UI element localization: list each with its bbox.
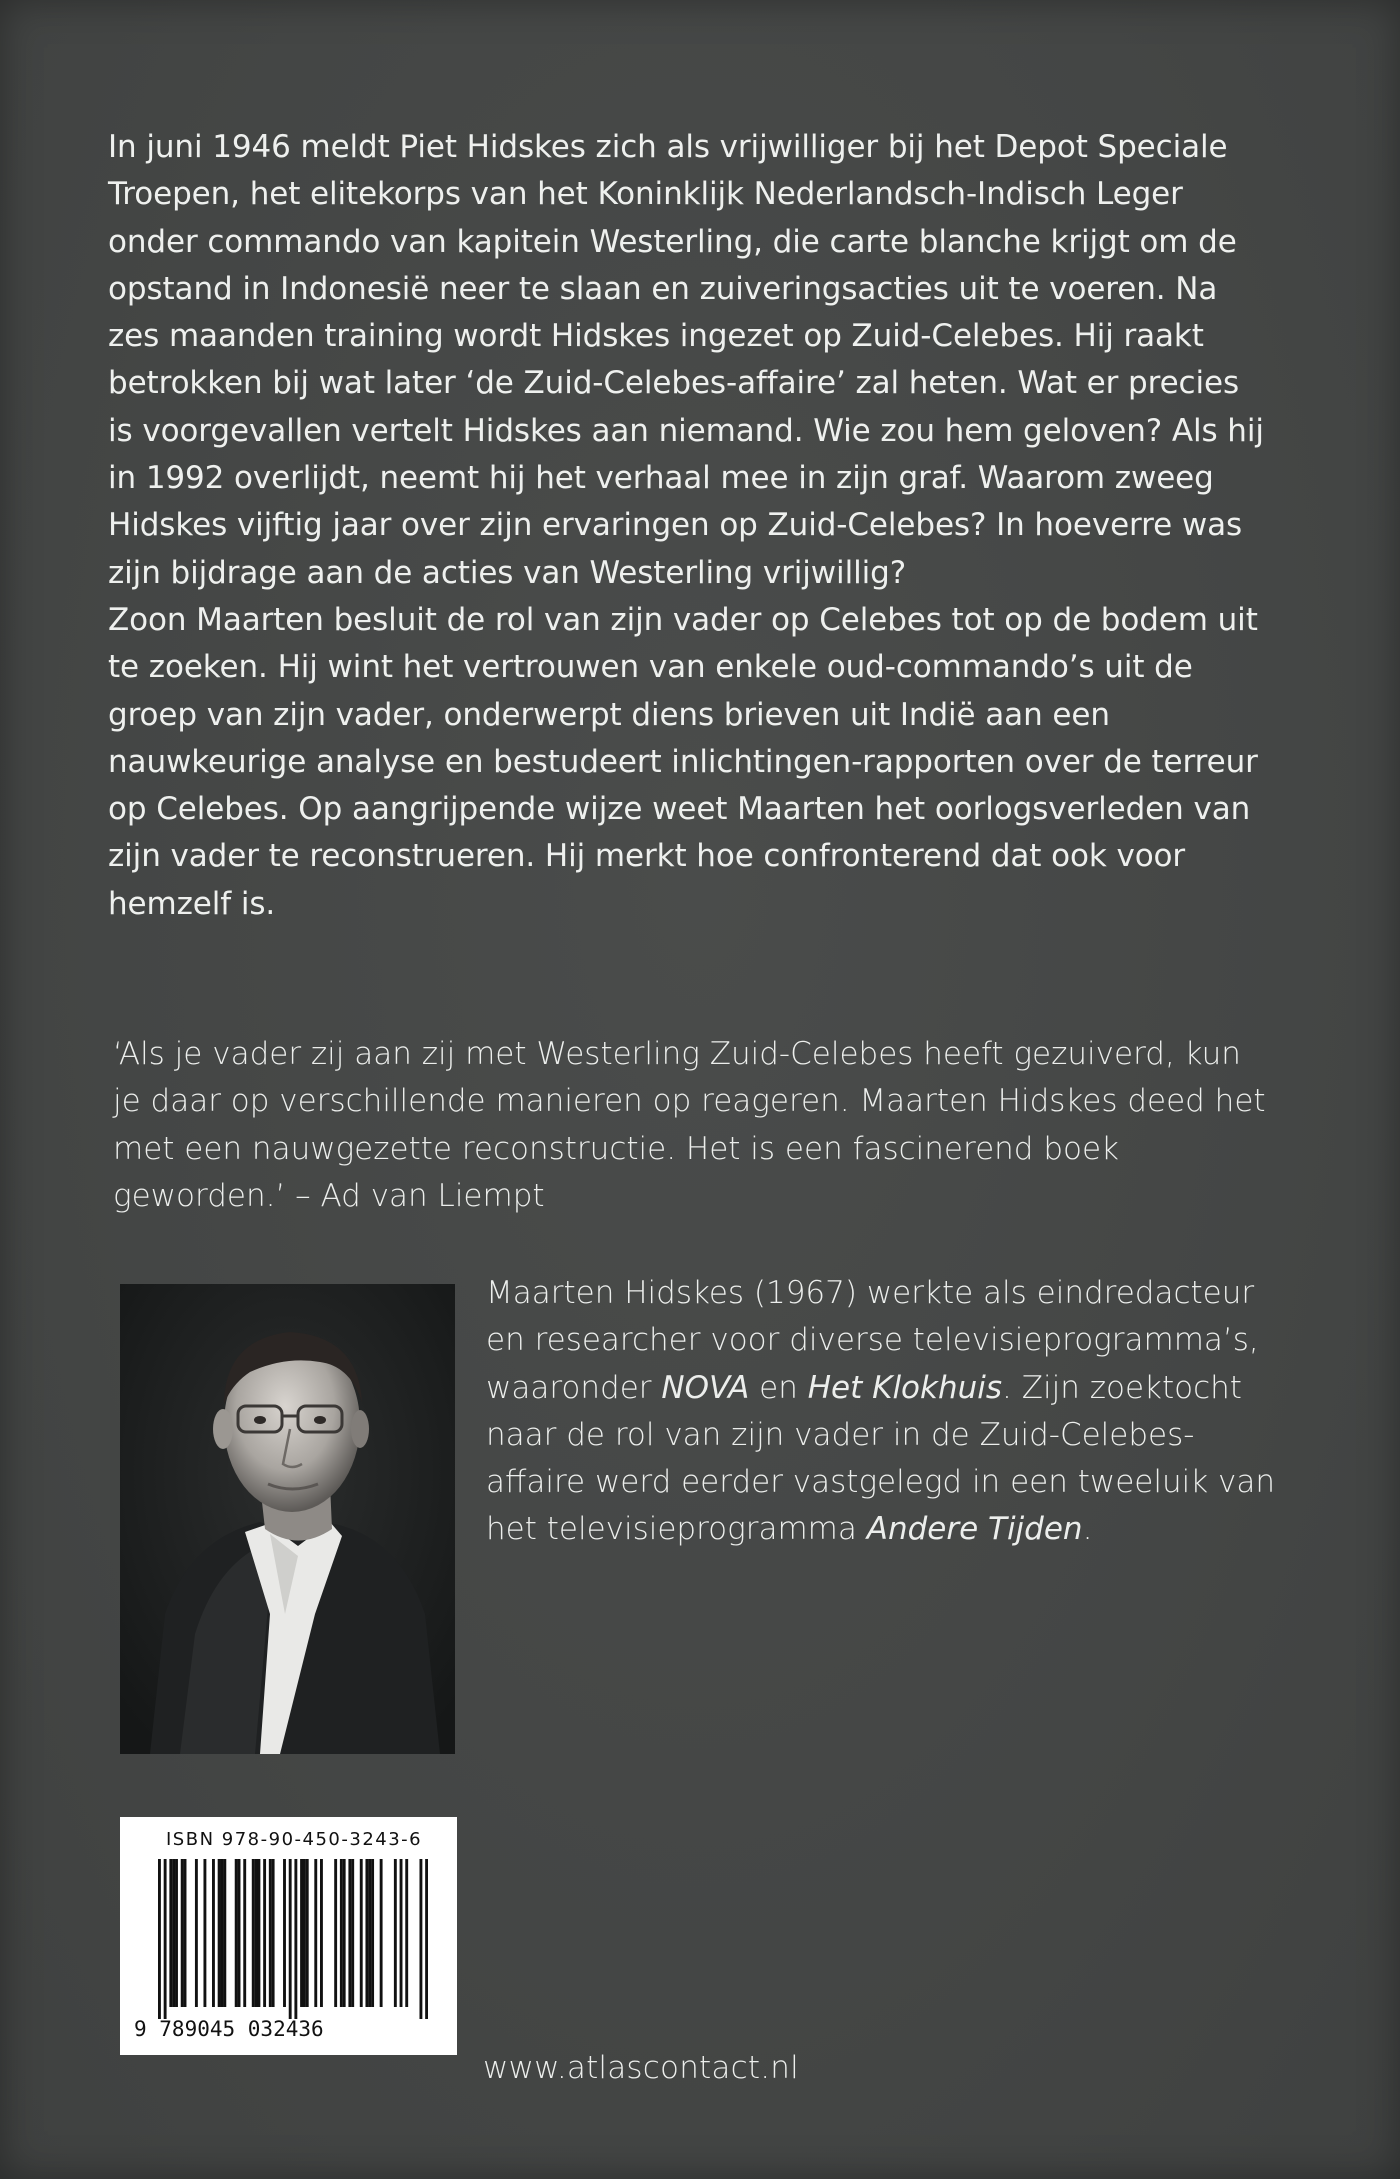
barcode-bar xyxy=(181,1859,184,2007)
barcode-bar xyxy=(164,1859,167,2019)
author-bio-part-4: . xyxy=(1082,1511,1093,1548)
barcode-bar xyxy=(272,1859,275,2007)
barcode-bar xyxy=(257,1859,260,2007)
barcode-bar xyxy=(340,1859,343,2007)
barcode-bar xyxy=(334,1859,337,2007)
barcode-bar xyxy=(343,1859,346,2007)
blurb-paragraph-2: Zoon Maarten besluit de rol van zijn vader op Celebes tot op de bodem uit te zoeken. Hij wint het vertrouwen van enkele oud-commando’s uit de groep van zijn vader, onderwerpt diens brieven uit Indië aan een nauwkeurige analyse en bestudeert inlichtingen-rapporten over de terreur op Celebes. Op aangrijpende wijze weet Maarten het oorlogsverleden van zijn vader te reconstrueren. Hij merkt hoe confronterend dat ook voor hemzelf is. xyxy=(108,601,1258,922)
isbn-barcode xyxy=(120,1817,457,2055)
barcode-bar xyxy=(320,1859,323,2007)
author-bio-part-2: en xyxy=(749,1369,808,1406)
barcode-bar xyxy=(289,1859,292,2019)
barcode-bar xyxy=(314,1859,317,2007)
barcode-bar xyxy=(371,1859,374,2007)
publisher-website: www.atlascontact.nl xyxy=(483,2050,799,2086)
barcode-bar xyxy=(158,1859,161,2019)
barcode-bar xyxy=(269,1859,272,2007)
barcode-bar xyxy=(221,1859,224,2007)
program-andere-tijden: Andere Tijden xyxy=(866,1511,1083,1548)
barcode-bar xyxy=(394,1859,397,2007)
barcode-bar xyxy=(425,1859,428,2019)
barcode-bar xyxy=(294,1859,297,2019)
barcode-bar xyxy=(360,1859,363,2007)
barcode-bar xyxy=(195,1859,198,2007)
program-klokhuis: Het Klokhuis xyxy=(807,1369,1003,1406)
barcode-bar xyxy=(184,1859,187,2007)
barcode-bar xyxy=(203,1859,206,2007)
barcode-bar xyxy=(172,1859,175,2007)
author-bio xyxy=(486,1270,1276,1554)
barcode-bar xyxy=(368,1859,371,2007)
barcode-bar xyxy=(263,1859,266,2007)
barcode-bar xyxy=(255,1859,258,2007)
barcode-bar xyxy=(380,1859,383,2007)
barcode-bar xyxy=(351,1859,354,2007)
barcode-bar xyxy=(303,1859,306,2007)
review-quote: ‘Als je vader zij aan zij met Westerling Zuid-Celebes heeft gezuiverd, kun je daar op verschillende manieren op reageren. Maarten Hidskes deed het met een nauwgezette reconstructie. Het is een fascinerend boek geworden.’ – Ad van Liempt xyxy=(113,1036,1266,1214)
author-bio-part-3: . Zijn zoektocht naar de rol van zijn vader in de Zuid-Celebes-affaire werd eerder vastgelegd in een tweeluik van het televisieprogramma xyxy=(486,1369,1276,1548)
barcode-bar xyxy=(235,1859,238,2007)
barcode-bar xyxy=(238,1859,241,2007)
barcode-bar xyxy=(169,1859,172,2007)
author-photo xyxy=(120,1284,455,1754)
barcode-bar xyxy=(243,1859,246,2007)
isbn-label: ISBN 978-90-450-3243-6 xyxy=(166,1829,423,1850)
barcode-bar xyxy=(400,1859,403,2007)
barcode-bar xyxy=(300,1859,303,2007)
barcode-bar xyxy=(306,1859,309,2007)
ean-digits: 9 789045 032436 xyxy=(134,2017,324,2041)
barcode-bar xyxy=(283,1859,286,2007)
barcode-bar xyxy=(348,1859,351,2007)
barcode-bar xyxy=(175,1859,178,2007)
program-nova: NOVA xyxy=(661,1369,750,1406)
barcode-bar xyxy=(212,1859,215,2007)
barcode-bar xyxy=(218,1859,221,2007)
barcode-bar xyxy=(419,1859,422,2019)
author-bio-part-1: Maarten Hidskes (1967) werkte als eindredacteur en researcher voor diverse televisieprogramma’s, waaronder xyxy=(486,1275,1259,1406)
barcode-bar xyxy=(223,1859,226,2007)
barcode-bar xyxy=(365,1859,368,2007)
barcode-bar xyxy=(252,1859,255,2007)
blurb-paragraph-1: In juni 1946 meldt Piet Hidskes zich als vrijwilliger bij het Depot Speciale Troepen, het elitekorps van het Koninklijk Nederlandsch-Indisch Leger onder commando van kapitein Westerling, die carte blanche krijgt om de opstand in Indonesië neer te slaan en zuiveringsacties uit te voeren. Na zes maanden training wordt Hidskes ingezet op Zuid-Celebes. Hij raakt betrokken bij wat later ‘de Zuid-Celebes-affaire’ zal heten. Wat er precies is voorgevallen vertelt Hidskes aan niemand. Wie zou hem geloven? Als hij in 1992 overlijdt, neemt hij het verhaal mee in zijn graf. Waarom zweeg Hidskes vijftig jaar over zijn ervaringen op Zuid-Celebes? In hoeverre was zijn bijdrage aan de acties van Westerling vrijwillig? xyxy=(108,129,1264,591)
barcode-bars xyxy=(158,1859,428,2019)
blurb-text xyxy=(108,124,1268,928)
barcode-bar xyxy=(405,1859,408,2007)
